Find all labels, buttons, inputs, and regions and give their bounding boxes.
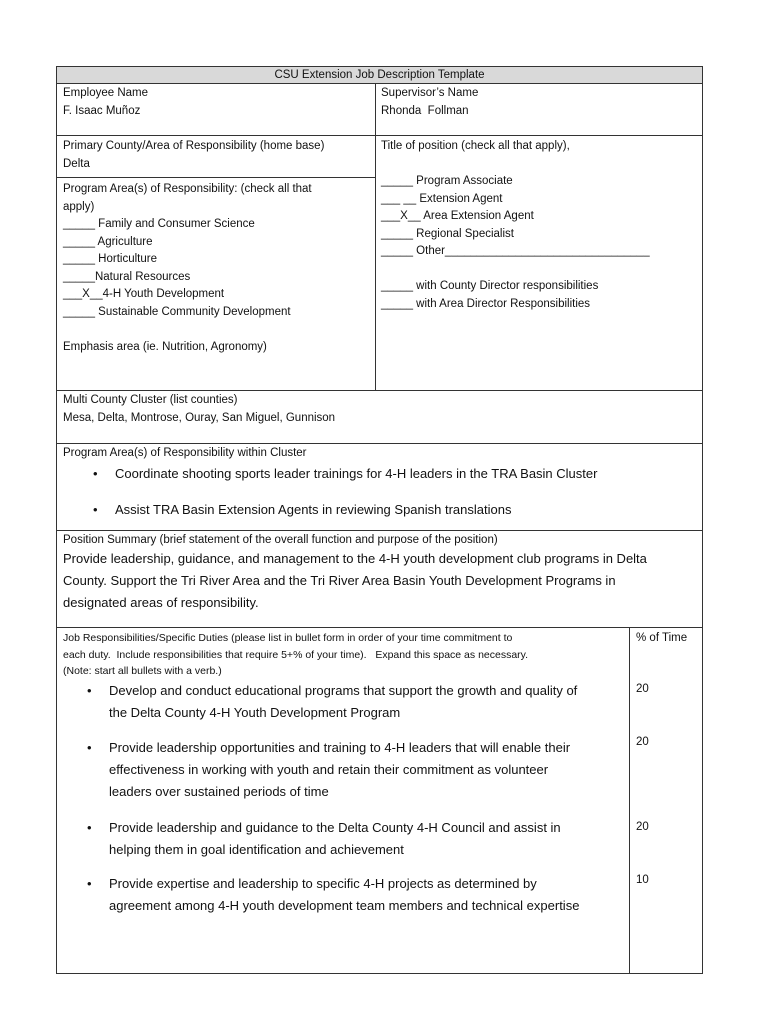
duties-label: Job Responsibilities/Specific Duties (please list in bullet form in order of your time commitment to: [63, 632, 513, 644]
program-area-option: _____ Family and Consumer Science: [63, 218, 255, 230]
duty-percent: 20: [636, 736, 649, 748]
duty-item: [57, 737, 629, 803]
duty-text: agreement among 4-H youth development team members and technical expertise: [109, 898, 580, 913]
divider: [57, 177, 375, 178]
position-title-option: ___ __ Extension Agent: [381, 192, 503, 205]
cluster-section: [63, 392, 693, 427]
duty-item: [57, 873, 629, 917]
program-areas-section: [63, 181, 373, 356]
supervisor-value: Rhonda Follman: [381, 104, 469, 117]
cluster-programs-label: Program Area(s) of Responsibility within Cluster: [63, 447, 307, 459]
summary-text: Provide leadership, guidance, and management to the 4-H youth development club programs in Delta: [63, 551, 647, 566]
summary-text: designated areas of responsibility.: [63, 595, 259, 610]
position-title-label: Title of position (check all that apply),: [381, 140, 570, 152]
duties-header: [63, 630, 627, 680]
divider: [57, 390, 702, 391]
county-section: [63, 138, 373, 173]
program-area-option: _____ Horticulture: [63, 253, 157, 265]
cluster-programs-section: [63, 445, 693, 521]
duty-text: Provide expertise and leadership to specific 4-H projects as determined by: [109, 876, 537, 891]
program-areas-label: Program Area(s) of Responsibility: (check all that: [63, 183, 312, 195]
duty-percent: 20: [636, 683, 649, 695]
cluster-value: Mesa, Delta, Montrose, Ouray, San Miguel, Gunnison: [63, 411, 336, 424]
county-value: Delta: [63, 157, 90, 170]
program-area-option: _____ Sustainable Community Development: [63, 305, 291, 318]
duty-text: Develop and conduct educational programs that support the growth and quality of: [109, 683, 578, 698]
employee-label: Employee Name: [63, 87, 149, 99]
duties-label: each duty. Include responsibilities that require 5+% of your time). Expand this space as necessary.: [63, 648, 529, 661]
bullet-text: Coordinate shooting sports leader trainings for 4-H leaders in the TRA Basin Cluster: [115, 465, 598, 481]
duty-text: the Delta County 4-H Youth Development Program: [109, 705, 401, 720]
position-title-option: ___X__ Area Extension Agent: [381, 210, 534, 222]
bullet-icon: •: [87, 820, 92, 835]
position-title-section: [381, 138, 697, 313]
duty-item: [57, 680, 629, 724]
duty-text: Provide leadership and guidance to the Delta County 4-H Council and assist in: [109, 820, 561, 835]
employee-section: [63, 85, 373, 120]
position-title-option: _____ Other________________________________: [381, 245, 650, 257]
bullet-icon: •: [93, 501, 98, 517]
cluster-label: Multi County Cluster (list counties): [63, 394, 238, 406]
duty-text: leaders over sustained periods of time: [109, 784, 329, 799]
emphasis-label: Emphasis area (ie. Nutrition, Agronomy): [63, 340, 267, 353]
employee-value: F. Isaac Muñoz: [63, 104, 141, 117]
list-item: [33, 499, 693, 521]
program-area-option: _____Natural Resources: [63, 270, 191, 283]
duty-percent: 20: [636, 821, 649, 833]
bullet-icon: •: [93, 465, 98, 481]
program-area-option: _____ Agriculture: [63, 235, 153, 248]
bullet-icon: •: [87, 740, 92, 755]
position-title-extra: _____ with County Director responsibilities: [381, 280, 599, 292]
duty-text: helping them in goal identification and achievement: [109, 842, 404, 857]
time-header: % of Time: [636, 632, 688, 644]
form-title: CSU Extension Job Description Template: [57, 67, 702, 84]
program-area-option: ___X__4-H Youth Development: [63, 288, 225, 300]
supervisor-section: [381, 85, 691, 120]
position-title-option: _____ Program Associate: [381, 175, 513, 187]
summary-label: Position Summary (brief statement of the overall function and purpose of the position): [63, 534, 498, 546]
divider: [57, 443, 702, 444]
duty-text: effectiveness in working with youth and retain their commitment as volunteer: [109, 762, 549, 777]
duty-percent: 10: [636, 874, 649, 886]
job-description-form: [56, 66, 703, 974]
bullet-icon: •: [87, 876, 92, 891]
bullet-text: Assist TRA Basin Extension Agents in reviewing Spanish translations: [115, 501, 512, 517]
column-divider: [375, 84, 376, 390]
divider: [57, 135, 702, 136]
county-label: Primary County/Area of Responsibility (home base): [63, 140, 325, 152]
program-areas-label: apply): [63, 200, 95, 213]
bullet-icon: •: [87, 683, 92, 698]
position-title-extra: _____ with Area Director Responsibilities: [381, 297, 591, 310]
position-summary-section: [63, 533, 699, 614]
duty-item: [57, 817, 629, 861]
divider: [57, 530, 702, 531]
duty-text: Provide leadership opportunities and training to 4-H leaders that will enable their: [109, 740, 571, 755]
position-title-option: _____ Regional Specialist: [381, 227, 514, 240]
supervisor-label: Supervisor’s Name: [381, 87, 479, 99]
divider: [57, 627, 702, 628]
duties-label: (Note: start all bullets with a verb.): [63, 665, 222, 677]
column-divider: [629, 627, 630, 974]
summary-text: County. Support the Tri River Area and the Tri River Area Basin Youth Development Programs in: [63, 573, 616, 588]
list-item: [33, 463, 693, 485]
